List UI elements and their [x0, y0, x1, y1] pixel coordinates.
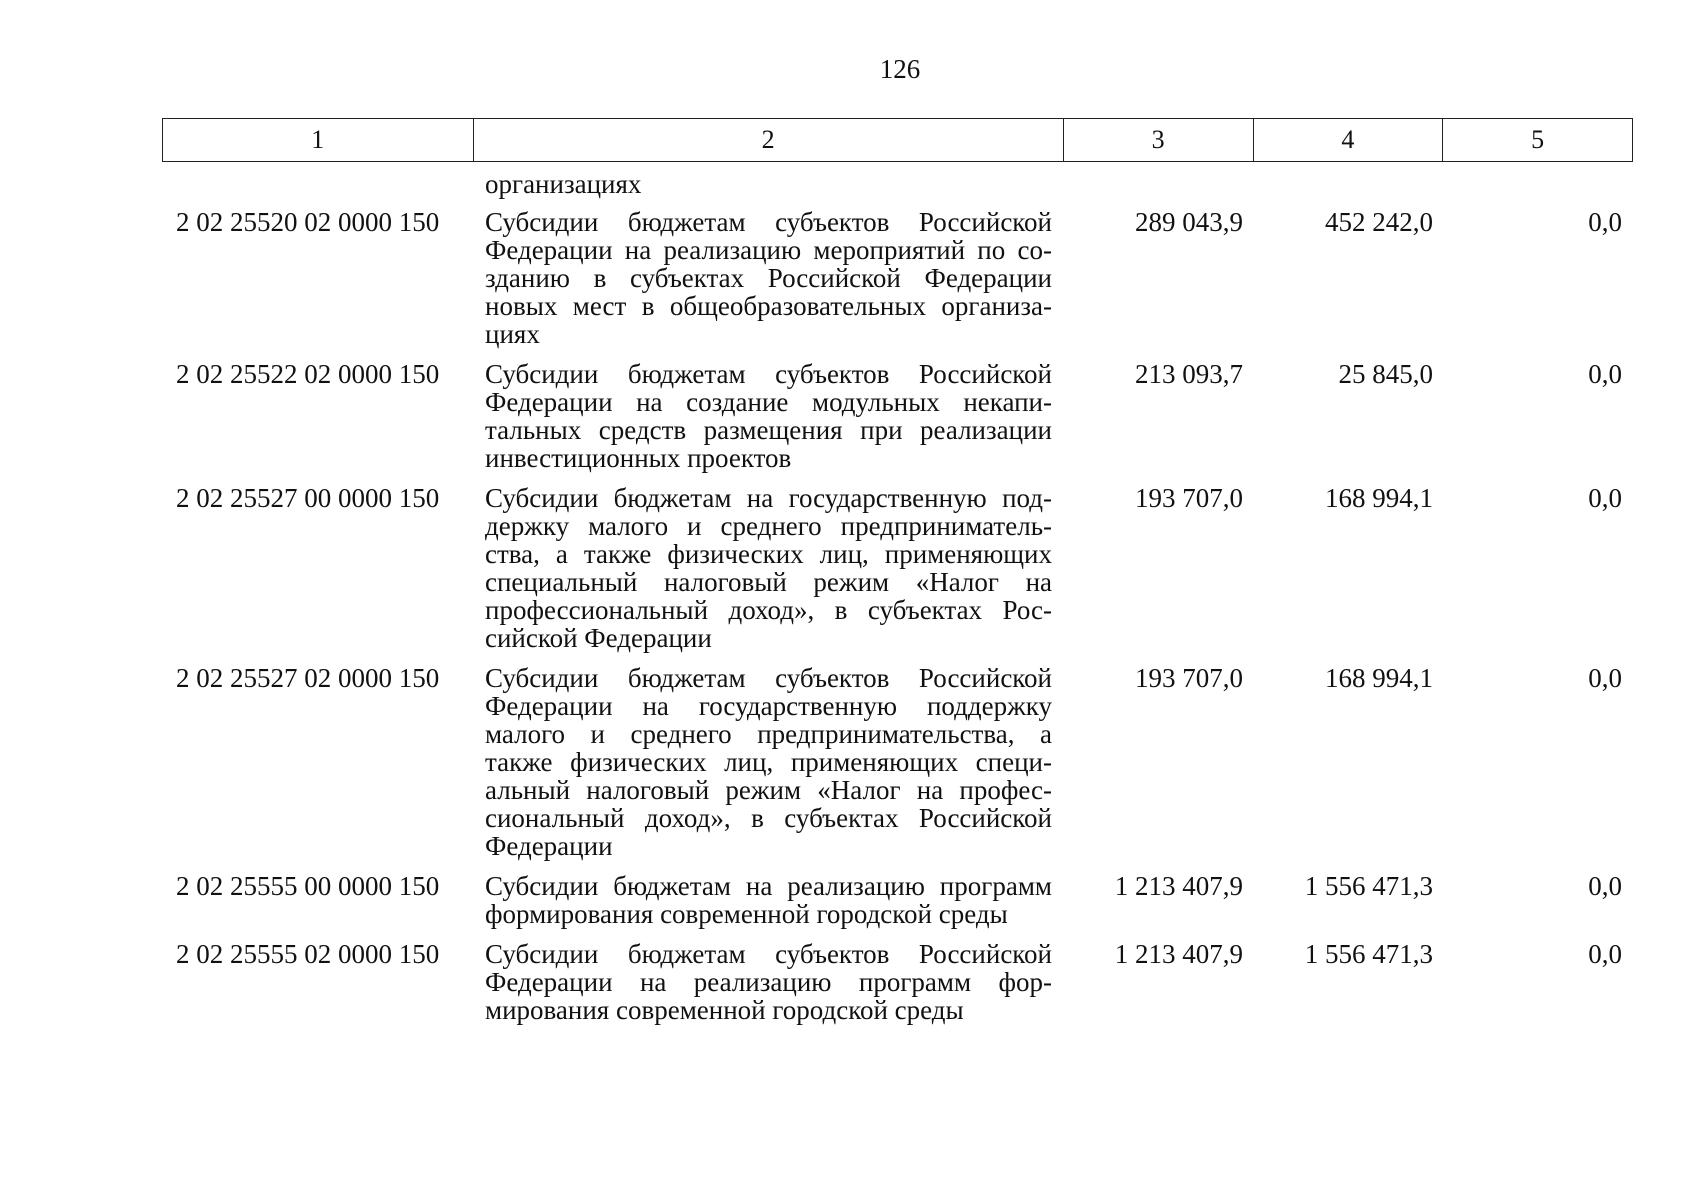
description-line: новых мест в общеобразовательных организа-	[485, 291, 1052, 321]
continuation-description-cell	[473, 170, 1064, 198]
description-line: также физических лиц, применяющих специ-	[485, 747, 1052, 777]
description-line: Федерации на создание модульных некапи-	[485, 387, 1052, 417]
code-cell: 2 02 25527 00 0000 150	[176, 483, 440, 513]
continuation-col5	[1444, 170, 1633, 198]
value-cell-4: 1 556 471,3	[1304, 939, 1433, 969]
table-row	[162, 664, 1633, 860]
description-line: Субсидии бюджетам на государственную под-	[485, 483, 1052, 513]
description-line: Субсидии бюджетам на реализацию программ	[485, 871, 1052, 901]
continuation-text: организациях	[485, 169, 642, 199]
description-line: Субсидии бюджетам субъектов Российской	[485, 663, 1052, 693]
value-cell-3: 213 093,7	[1135, 359, 1243, 389]
table-body	[162, 170, 1633, 1024]
value-cell-3: 1 213 407,9	[1114, 939, 1243, 969]
description-line: малого и среднего предпринимательства, а	[485, 719, 1052, 749]
description-line: инвестиционных проектов	[485, 443, 792, 473]
continuation-col3	[1064, 170, 1254, 198]
description-line: Субсидии бюджетам субъектов Российской	[485, 207, 1052, 237]
description-line: мирования современной городской среды	[485, 995, 964, 1025]
description-line: Федерации на реализацию программ фор-	[485, 967, 1052, 997]
description-cell	[473, 940, 1064, 1024]
value-cell-5: 0,0	[1588, 939, 1622, 969]
description-line: тальных средств размещения при реализации	[485, 415, 1052, 445]
description-cell	[473, 360, 1064, 472]
value-cell-5: 0,0	[1588, 483, 1622, 513]
value-cell-4: 168 994,1	[1325, 663, 1433, 693]
description-line: Субсидии бюджетам субъектов Российской	[485, 359, 1052, 389]
description-cell	[473, 664, 1064, 860]
header-cell-5: 5	[1531, 125, 1545, 154]
continuation-row	[162, 170, 1633, 198]
value-cell-3: 1 213 407,9	[1114, 871, 1243, 901]
value-cell-4: 452 242,0	[1325, 207, 1433, 237]
value-cell-3: 289 043,9	[1135, 207, 1243, 237]
value-cell-5: 0,0	[1588, 359, 1622, 389]
value-cell-4: 1 556 471,3	[1304, 871, 1433, 901]
value-cell-5: 0,0	[1588, 207, 1622, 237]
page-number: 126	[879, 54, 921, 84]
table-header-row	[162, 118, 1633, 162]
value-cell-4: 25 845,0	[1338, 359, 1433, 389]
table-row	[162, 208, 1633, 348]
header-cell-1: 1	[163, 119, 474, 161]
value-cell-3: 193 707,0	[1135, 663, 1243, 693]
table-row	[162, 940, 1633, 1024]
description-line: держку малого и среднего предприниматель-	[485, 511, 1052, 541]
description-cell	[473, 872, 1064, 928]
value-cell-3: 193 707,0	[1135, 483, 1243, 513]
description-line: сиональный доход», в субъектах Российской	[485, 803, 1052, 833]
description-line: Субсидии бюджетам субъектов Российской	[485, 939, 1052, 969]
header-cell-3: 3	[1064, 119, 1254, 161]
description-cell	[473, 208, 1064, 348]
description-line: зданию в субъектах Российской Федерации	[485, 263, 1052, 293]
description-line: циях	[485, 319, 540, 349]
continuation-col4	[1254, 170, 1444, 198]
description-line: формирования современной городской среды	[485, 899, 1008, 929]
value-cell-5: 0,0	[1588, 871, 1622, 901]
description-line: профессиональный доход», в субъектах Рос-	[485, 595, 1052, 625]
value-cell-4: 168 994,1	[1325, 483, 1433, 513]
header-cell-4: 4	[1254, 119, 1444, 161]
code-cell: 2 02 25522 02 0000 150	[176, 359, 440, 389]
description-line: Федерации	[485, 831, 613, 861]
table-row	[162, 872, 1633, 928]
code-cell: 2 02 25555 00 0000 150	[176, 871, 440, 901]
code-cell: 2 02 25527 02 0000 150	[176, 663, 440, 693]
code-cell: 2 02 25520 02 0000 150	[176, 207, 440, 237]
description-line: альный налоговый режим «Налог на профес-	[485, 775, 1052, 805]
description-line: сийской Федерации	[485, 623, 712, 653]
header-cell-2: 2	[474, 119, 1064, 161]
table-row	[162, 484, 1633, 652]
table-row	[162, 360, 1633, 472]
value-cell-5: 0,0	[1588, 663, 1622, 693]
description-line: специальный налоговый режим «Налог на	[485, 567, 1052, 597]
description-line: Федерации на государственную поддержку	[485, 691, 1052, 721]
description-line: ства, а также физических лиц, применяющих	[485, 539, 1052, 569]
budget-table	[162, 118, 1633, 1036]
description-line: Федерации на реализацию мероприятий по со-	[485, 235, 1052, 265]
continuation-code-cell	[162, 170, 473, 198]
code-cell: 2 02 25555 02 0000 150	[176, 939, 440, 969]
description-cell	[473, 484, 1064, 652]
